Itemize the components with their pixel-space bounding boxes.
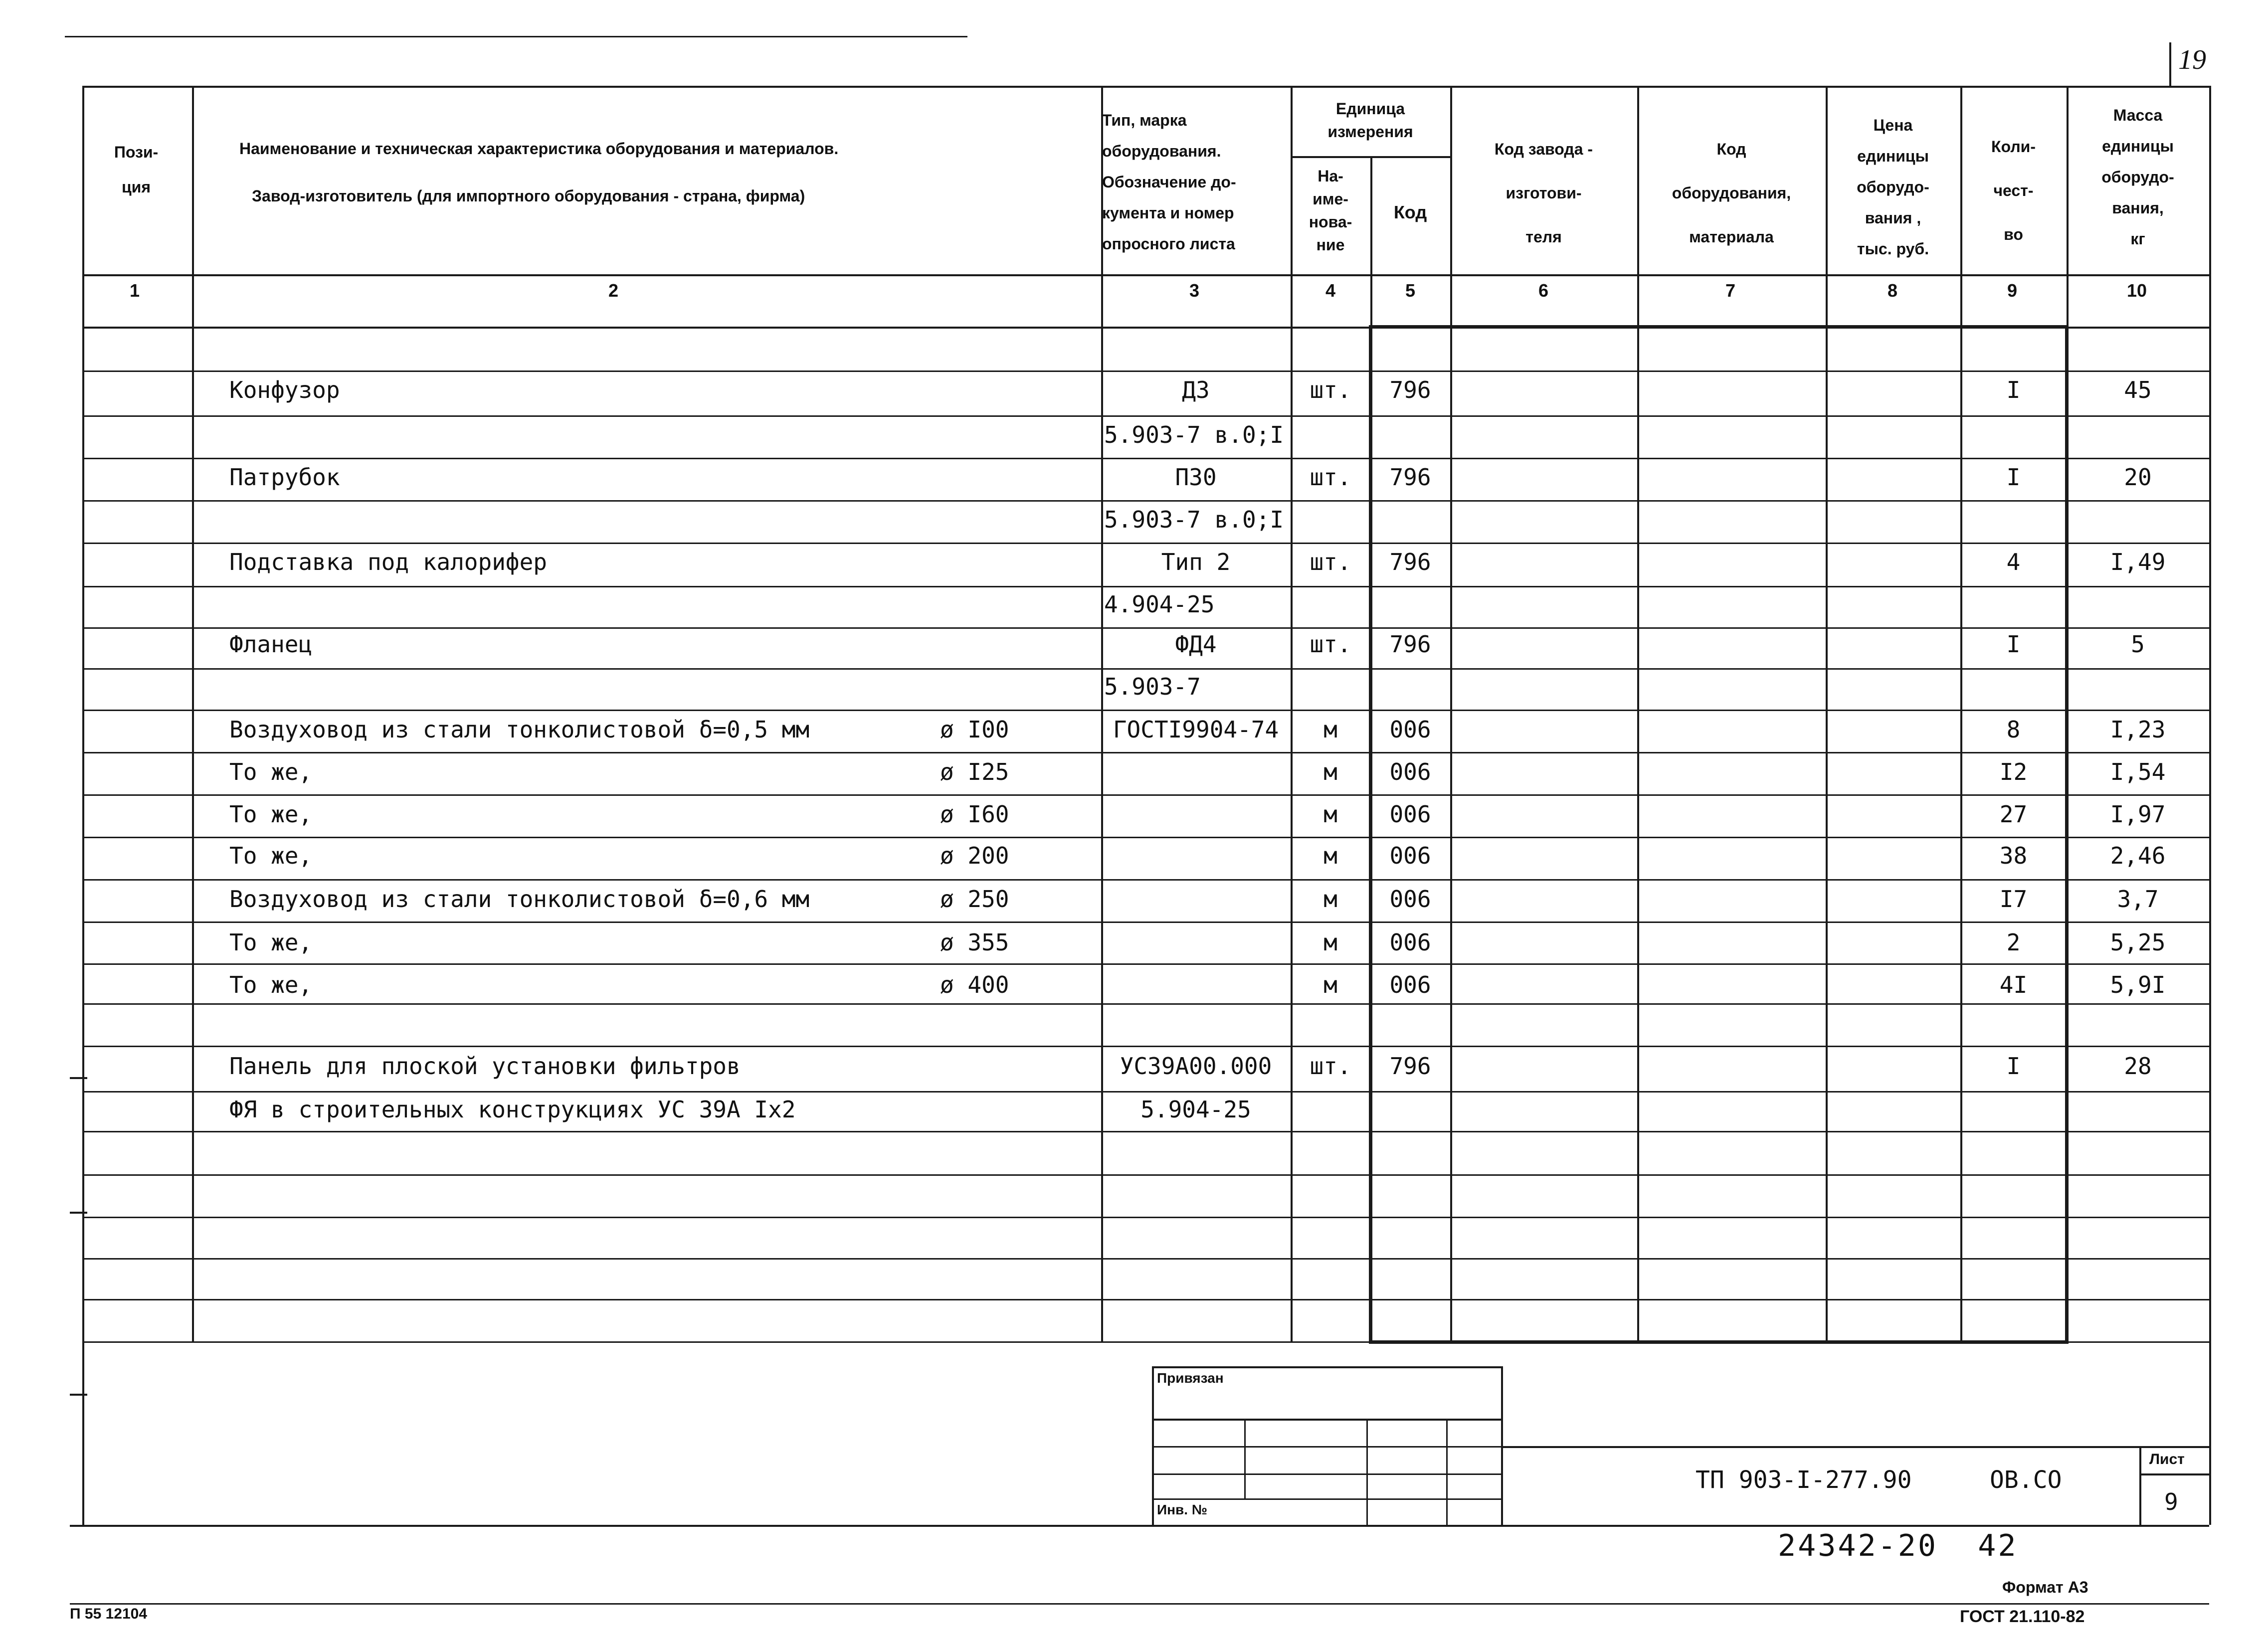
sheet-label: Лист [2149,1451,2185,1467]
row-quantity: I [2006,376,2021,403]
row-name: Панель для плоской установки фильтров [229,1053,741,1080]
footer-line [70,1603,2209,1605]
header-unit-code: Код [1393,202,1427,222]
stamp-line-c [1152,1498,1501,1500]
row-unit: м [1323,886,1337,913]
row-quantity: 27 [1999,801,2028,828]
row-unit: м [1323,801,1337,828]
row-line [82,500,2209,502]
row-type: 5.904-25 [1140,1096,1251,1123]
row-unit-code: 006 [1389,716,1431,743]
row-name: ФЯ в строительных конструкциях УС 39А Iх2 [229,1096,796,1123]
doc-suffix: ОВ.СО [1990,1466,2062,1494]
row-name: Воздуховод из стали тонколистовой δ=0,6 мм [229,886,810,913]
row-name: То же, [229,801,313,828]
row-quantity: 4 [2006,549,2021,575]
row-name: Подставка под калорифер [229,549,547,575]
row-type: ФД4 [1175,631,1217,658]
row-mass: 5,9I [2110,971,2166,998]
row-line [82,1003,2209,1005]
row-quantity: 2 [2006,929,2021,956]
row-line [82,963,2209,965]
row-name: То же, [229,929,313,956]
row-line [82,921,2209,923]
row-unit: м [1323,758,1337,785]
row-mass: 5,25 [2110,929,2166,956]
header-bottom [82,274,2209,276]
header-position: Пози- ция [114,143,159,196]
row-mass: I,49 [2110,549,2166,575]
row-name: Конфузор [229,376,340,403]
stamp-div1 [1244,1419,1246,1498]
stamp-div3 [1446,1419,1448,1526]
column-number: 7 [1725,280,1736,301]
column-line [1370,156,1372,1341]
row-line [82,370,2209,372]
row-quantity: I7 [1999,886,2028,913]
row-diameter: ø I25 [940,758,1009,785]
row-line [82,1258,2209,1260]
row-quantity: 38 [1999,842,2028,869]
row-type: ГОСТI9904-74 [1113,716,1279,743]
header-mass: Масса единицы оборудо- вания, кг [2101,106,2174,248]
stamp-left [1152,1366,1154,1526]
row-unit: шт. [1310,376,1351,403]
row-line [82,794,2209,796]
page-number: 19 [2178,44,2206,75]
row-diameter: ø I60 [940,801,1009,828]
row-mass: I,23 [2110,716,2166,743]
column-line [192,86,194,1341]
row-unit-code: 796 [1389,631,1431,658]
header-price: Цена единицы оборудо- вания , тыс. руб. [1857,116,1929,258]
row-unit: м [1323,842,1337,869]
column-number: 5 [1405,280,1416,301]
row-unit-code: 006 [1389,929,1431,956]
header-qty: Коли- чест- во [1991,138,2036,243]
row-unit-code: 796 [1389,549,1431,575]
column-line [1291,86,1293,1341]
row-unit-code: 006 [1389,801,1431,828]
row-diameter: ø 200 [940,842,1009,869]
row-line [82,837,2209,838]
row-type: Тип 2 [1161,549,1231,575]
left-tick-1 [70,1077,87,1079]
column-line [1826,86,1828,1341]
row-type: УС39А00.000 [1120,1053,1272,1080]
row-unit: шт. [1310,549,1351,575]
row-unit: шт. [1310,464,1351,491]
column-number: 2 [608,280,619,301]
row-quantity: I2 [1999,758,2028,785]
row-unit: м [1323,929,1337,956]
row-line [82,879,2209,881]
row-quantity: I [2006,464,2021,491]
row-line [82,1091,2209,1093]
header-unit: Единица измерения [1327,100,1413,141]
stamp-line-a [1152,1446,1501,1448]
column-number: 1 [129,280,140,301]
row-name: То же, [229,971,313,998]
row-line [82,1299,2209,1300]
column-line [1637,86,1639,1341]
row-name: Воздуховод из стали тонколистовой δ=0,5 мм [229,716,810,743]
row-unit-code: 006 [1389,842,1431,869]
row-type: 5.903-7 в.0;I [1104,506,1284,533]
gost-label: ГОСТ 21.110-82 [1960,1607,2085,1626]
row-line [82,627,2209,629]
header-equip-code: Код оборудования, материала [1672,140,1791,246]
row-type: П30 [1175,464,1217,491]
stamp-inv: Инв. № [1157,1502,1208,1517]
row-name: То же, [229,758,313,785]
row-unit: м [1323,971,1337,998]
header-type: Тип, марка оборудования. Обозначение до- кумента и номер опросного листа [1102,111,1236,253]
column-number: 6 [1538,280,1549,301]
row-line [82,668,2209,670]
column-line [1960,86,1962,1341]
sheet-box-left [2139,1446,2141,1526]
row-unit: м [1323,716,1337,743]
row-line [82,1046,2209,1047]
row-mass: 20 [2124,464,2152,491]
row-line [82,752,2209,753]
row-mass: 3,7 [2117,886,2159,913]
row-diameter: ø 400 [940,971,1009,998]
row-quantity: I [2006,1053,2021,1080]
bottom-frame-line [70,1525,2209,1527]
column-line [82,86,84,1525]
row-line [82,710,2209,711]
row-type: 5.903-7 [1104,673,1201,700]
row-unit: шт. [1310,631,1351,658]
row-diameter: ø 355 [940,929,1009,956]
row-mass: 2,46 [2110,842,2166,869]
sheet-number: 9 [2164,1488,2178,1515]
column-number: 10 [2126,280,2147,301]
row-type: 4.904-25 [1104,591,1215,618]
row-unit-code: 006 [1389,758,1431,785]
header-factory-code: Код завода - изготови- теля [1494,140,1593,246]
row-line [82,1131,2209,1132]
row-name: Патрубок [229,464,340,491]
row-name: То же, [229,842,313,869]
format-label: Формат А3 [2002,1578,2088,1596]
row-line [82,586,2209,587]
column-line [1101,86,1103,1341]
row-name: Фланец [229,631,313,658]
stamp-top [1152,1366,1501,1368]
header-unit-name: На- име- нова- ние [1309,167,1352,254]
title-block-top [1501,1446,2209,1448]
left-tick-2 [70,1212,87,1214]
top-rule [65,36,967,37]
row-mass: 28 [2124,1053,2152,1080]
column-number: 3 [1189,280,1200,301]
row-quantity: 4I [1999,971,2028,998]
stamp-privyazan: Привязан [1157,1370,1224,1386]
row-quantity: 8 [2006,716,2021,743]
row-unit-code: 796 [1389,376,1431,403]
row-line [82,415,2209,417]
stamp-line-b [1152,1473,1501,1475]
sheet-box-split [2139,1473,2209,1475]
column-number: 9 [2007,280,2018,301]
row-diameter: ø I00 [940,716,1009,743]
doc-code: ТП 903-I-277.90 [1696,1466,1912,1494]
thick-box-bottom [1370,1340,2068,1344]
header-name-line1: Наименование и техническая характеристика оборудования и материалов. [239,140,839,158]
row-mass: I,97 [2110,801,2166,828]
stamp-privyazan-bottom [1152,1419,1501,1421]
row-unit: шт. [1310,1053,1351,1080]
row-diameter: ø 250 [940,886,1009,913]
column-number: 8 [1887,280,1898,301]
header-name-line2: Завод-изготовитель (для импортного оборудования - страна, фирма) [252,187,805,205]
row-mass: 5 [2131,631,2145,658]
left-tick-3 [70,1394,87,1396]
row-type: 5.903-7 в.0;I [1104,421,1284,448]
row-unit-code: 006 [1389,886,1431,913]
column-line [2209,86,2211,1525]
row-quantity: I [2006,631,2021,658]
bottom-left-code: П 55 12104 [70,1606,148,1622]
row-mass: I,54 [2110,758,2166,785]
page-number-tick [2169,42,2171,87]
row-line [82,458,2209,459]
row-line [82,1217,2209,1218]
table-top-border [82,86,2209,88]
stamp-div2 [1366,1419,1368,1526]
column-line [1450,86,1452,1341]
row-line [82,1174,2209,1176]
row-unit-code: 796 [1389,464,1431,491]
row-line [82,543,2209,544]
row-unit-code: 796 [1389,1053,1431,1080]
row-unit-code: 006 [1389,971,1431,998]
thick-box-top [1370,325,2068,329]
column-line [2067,86,2069,1341]
handwritten-number: 24342-20 42 [1778,1528,2018,1563]
row-type: Д3 [1182,376,1210,403]
column-number: 4 [1325,280,1336,301]
row-mass: 45 [2124,376,2152,403]
